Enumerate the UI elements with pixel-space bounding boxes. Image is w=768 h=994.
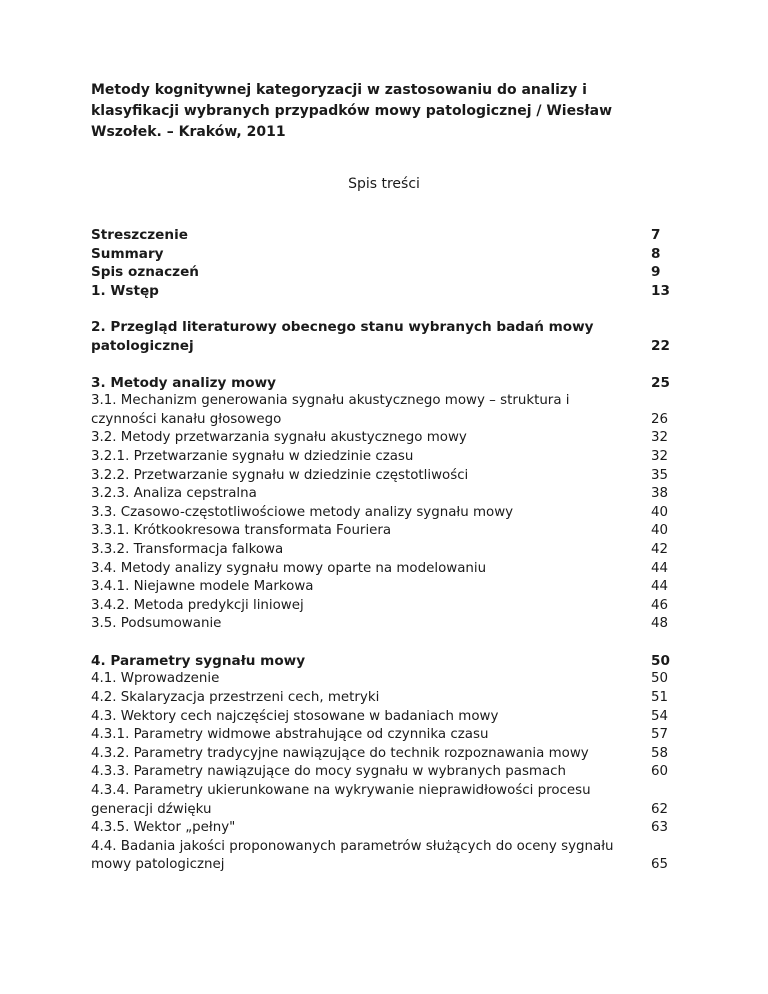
- toc-entry-label: Streszczenie: [91, 227, 188, 243]
- toc-entry: [91, 429, 691, 448]
- toc-entry: [91, 467, 691, 486]
- toc-entry-page: 25: [651, 374, 670, 391]
- toc-entry-page: 8: [651, 245, 661, 262]
- toc-entry: [91, 726, 691, 745]
- toc-entry-page: 40: [651, 523, 669, 539]
- toc-entry-label: 3.3. Czasowo-częstotliwościowe metody analizy sygnału mowy: [91, 504, 514, 520]
- toc-entry: [91, 374, 691, 393]
- toc-entry-label: 4.3.3. Parametry nawiązujące do mocy sygnału w wybranych pasmach: [91, 764, 567, 780]
- toc-entry-page: 44: [651, 560, 669, 576]
- toc-entry-label: 3.4. Metody analizy sygnału mowy oparte na modelowaniu: [91, 560, 487, 576]
- toc-entry: [91, 745, 691, 764]
- toc-entry-label: 3.3.2. Transformacja falkowa: [91, 541, 284, 557]
- toc-entry: [91, 838, 691, 875]
- toc-entry-label: 4.3.5. Wektor „pełny": [91, 820, 236, 836]
- toc-entry-label: 3.1. Mechanizm generowania sygnału akustycznego mowy – struktura i czynności kanału głosowego: [91, 393, 570, 427]
- toc-entry-label: 4.2. Skalaryzacja przestrzeni cech, metryki: [91, 690, 380, 706]
- toc-group: [91, 226, 691, 300]
- toc-entry: [91, 282, 691, 301]
- toc-entry-page: 26: [651, 411, 669, 427]
- toc-entry-label: 3.2. Metody przetwarzania sygnału akustycznego mowy: [91, 430, 467, 446]
- toc-entry-label: 3. Metody analizy mowy: [91, 374, 277, 391]
- toc-entry-label: 4.3.1. Parametry widmowe abstrahujące od czynnika czasu: [91, 727, 489, 743]
- toc-entry: [91, 318, 691, 355]
- toc-entry-page: 42: [651, 541, 669, 557]
- document-title: Metody kognitywnej kategoryzacji w zastosowaniu do analizy i klasyfikacji wybranych przypadków mowy patologicznej / Wiesław Wszołek. – Kraków, 2011: [91, 82, 613, 140]
- toc-entry-page: 9: [651, 264, 661, 281]
- toc-entry-page: 48: [651, 616, 669, 632]
- toc-entry: [91, 597, 691, 616]
- toc-entry-label: 4.1. Wprowadzenie: [91, 671, 220, 687]
- toc-entry: [91, 615, 691, 634]
- toc-entry-label: 4.3.4. Parametry ukierunkowane na wykrywanie nieprawidłowości procesu generacji dźwięku: [91, 783, 591, 817]
- toc-entry-label: 1. Wstęp: [91, 282, 159, 299]
- toc-entry-page: 35: [651, 467, 669, 483]
- toc-entry: [91, 263, 691, 282]
- toc-entry-label: 4.3. Wektory cech najczęściej stosowane w badaniach mowy: [91, 708, 499, 724]
- toc-entry-page: 44: [651, 579, 669, 595]
- toc-entry: [91, 578, 691, 597]
- toc-entry-page: 38: [651, 486, 669, 502]
- toc-heading: Spis treści: [348, 176, 420, 192]
- toc-entry-page: 40: [651, 504, 669, 520]
- toc-group: [91, 374, 691, 634]
- toc-entry-page: 13: [651, 282, 670, 299]
- toc-entry-page: 57: [651, 727, 669, 743]
- toc-entry-label: 3.2.3. Analiza cepstralna: [91, 486, 257, 502]
- toc-entry-label: 3.4.1. Niejawne modele Markowa: [91, 579, 314, 595]
- toc-entry-page: 46: [651, 597, 669, 613]
- toc-group: [91, 652, 691, 875]
- toc-entry: [91, 708, 691, 727]
- toc-entry: [91, 504, 691, 523]
- toc-entry-page: 54: [651, 708, 669, 724]
- table-of-contents: [91, 226, 691, 893]
- toc-entry: [91, 689, 691, 708]
- toc-entry-label: 3.2.1. Przetwarzanie sygnału w dziedzinie czasu: [91, 448, 414, 464]
- toc-entry-page: 50: [651, 652, 670, 669]
- toc-entry-page: 32: [651, 430, 669, 446]
- toc-entry-page: 32: [651, 448, 669, 464]
- toc-entry: [91, 560, 691, 579]
- toc-entry: [91, 541, 691, 560]
- toc-entry-page: 7: [651, 227, 661, 243]
- toc-entry-page: 63: [651, 820, 669, 836]
- toc-entry-page: 60: [651, 764, 669, 780]
- toc-entry: [91, 448, 691, 467]
- toc-entry-label: 4. Parametry sygnału mowy: [91, 652, 306, 669]
- toc-entry-page: 62: [651, 801, 669, 817]
- toc-entry: [91, 245, 691, 264]
- toc-entry-label: 3.3.1. Krótkookresowa transformata Fouriera: [91, 523, 392, 539]
- toc-entry-page: 58: [651, 745, 669, 761]
- toc-entry: [91, 392, 691, 429]
- toc-entry-label: 3.5. Podsumowanie: [91, 616, 222, 632]
- toc-entry-label: 4.4. Badania jakości proponowanych parametrów służących do oceny sygnału mowy patologicznej: [91, 838, 614, 873]
- toc-entry: [91, 522, 691, 541]
- toc-entry-label: Spis oznaczeń: [91, 264, 199, 281]
- toc-entry-page: 65: [651, 857, 669, 873]
- toc-entry-page: 22: [651, 337, 670, 354]
- toc-entry: [91, 819, 691, 838]
- toc-entry-label: 4.3.2. Parametry tradycyjne nawiązujące do technik rozpoznawania mowy: [91, 745, 589, 761]
- toc-entry-page: 51: [651, 690, 669, 706]
- toc-group: [91, 318, 691, 355]
- toc-entry: [91, 652, 691, 671]
- toc-entry: [91, 226, 691, 245]
- toc-entry: [91, 782, 691, 819]
- toc-entry: [91, 485, 691, 504]
- toc-entry-label: 3.2.2. Przetwarzanie sygnału w dziedzinie częstotliwości: [91, 467, 469, 483]
- toc-entry-label: 3.4.2. Metoda predykcji liniowej: [91, 597, 304, 613]
- toc-entry-label: Summary: [91, 245, 164, 262]
- toc-entry: [91, 670, 691, 689]
- toc-entry-page: 50: [651, 671, 669, 687]
- toc-entry-label: 2. Przegląd literaturowy obecnego stanu wybranych badań mowy patologicznej: [91, 319, 594, 354]
- toc-entry: [91, 763, 691, 782]
